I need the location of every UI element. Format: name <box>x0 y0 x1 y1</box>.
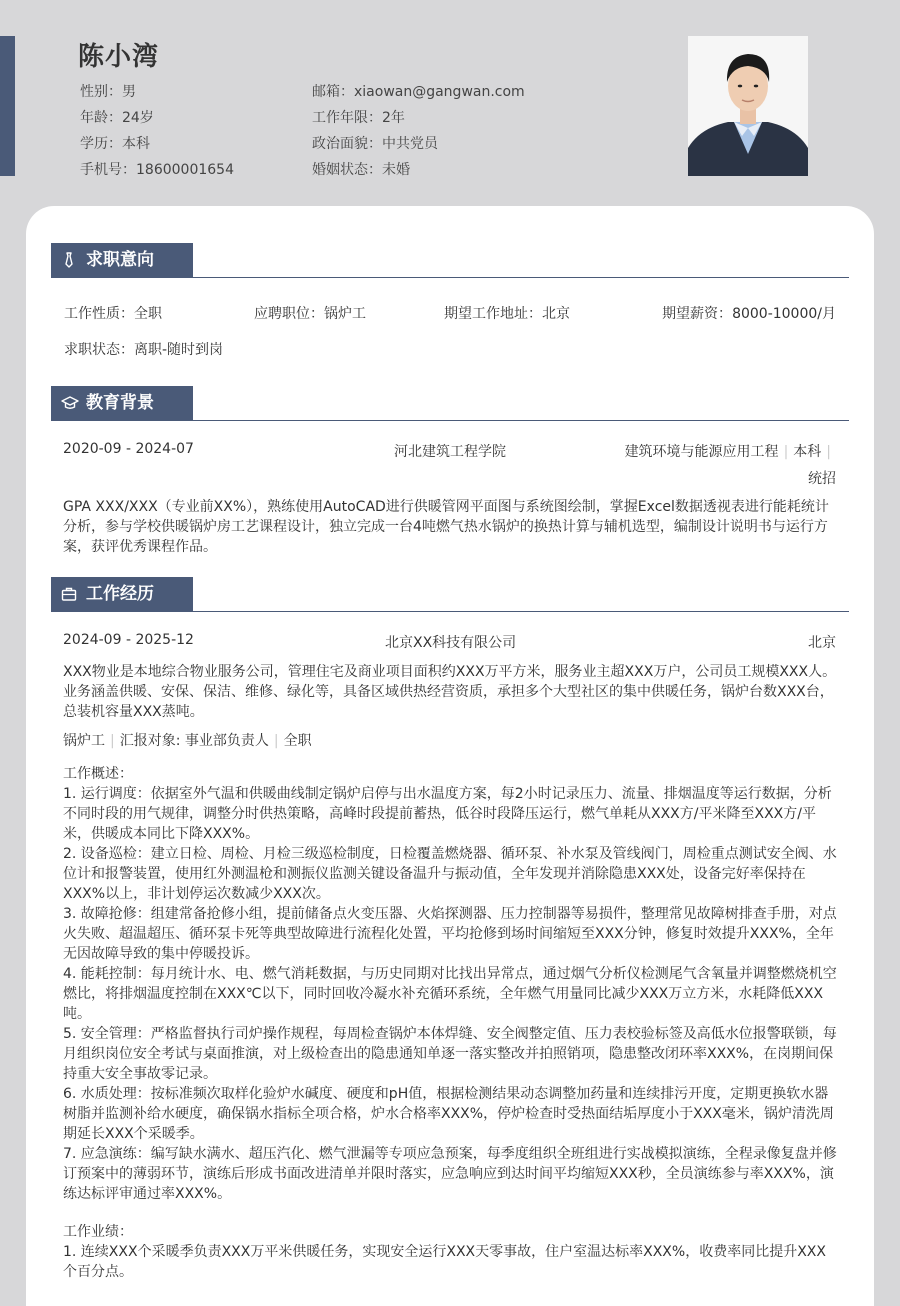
work-overview-label: 工作概述： <box>63 766 133 782</box>
enrollment-type: 统招 <box>808 471 836 487</box>
education-tab <box>51 386 193 420</box>
briefcase-icon <box>61 586 77 602</box>
work-tab <box>51 577 193 611</box>
work-achievements-label: 工作业绩： <box>63 1224 133 1240</box>
education-description: GPA XXX/XXX（专业前XX%），熟练使用AutoCAD进行供暖管网平面图与系统图绘制，掌握Excel数据透视表进行能耗统计分析，参与学校供暖锅炉房工艺课程设计，独立完成一台4吨燃气热水锅炉的换热计算与辅机选型，编制设计说明书与运行方案，获评优秀课程作品。 <box>63 499 829 555</box>
target-position: 应聘职位：锅炉工 <box>254 306 366 322</box>
marital-status: 婚姻状态：未婚 <box>312 162 410 178</box>
graduation-cap-icon <box>61 395 79 411</box>
basic-info-left <box>80 84 234 188</box>
duty-item: 5. 安全管理：严格监督执行司炉操作规程，每周检查锅炉本体焊缝、安全阀整定值、压力表校验标签及高低水位报警联锁，每月组织岗位安全考试与桌面推演，对上级检查出的隐患通知单逐一落实整改并拍照销项，隐患整改闭环率XXX%，在岗期间保持重大安全事故零记录。 <box>63 1026 837 1082</box>
header-accent-bar <box>0 36 15 176</box>
company-description: XXX物业是本地综合物业服务公司，管理住宅及商业项目面积约XXX万平方米，服务业主超XXX万户，公司员工规模XXX人。业务涵盖供暖、安保、保洁、维修、绿化等，具备区域供热经营资质，承担多个大型社区的集中供暖任务，锅炉台数XXX台，总装机容量XXX蒸吨。 <box>63 664 837 720</box>
duty-item: 1. 运行调度：依据室外气温和供暖曲线制定锅炉启停与出水温度方案，每2小时记录压力、流量、排烟温度等运行数据，分析不同时段的用气规律，调整分时供热策略，高峰时段提前蓄热，低谷时段降压运行，燃气单耗从XXX方/平米降至XXX方/平米，供暖成本同比下降XXX%。 <box>63 786 832 842</box>
work-period: 2024-09 - 2025-12 <box>63 632 194 648</box>
job-status: 求职状态：离职-随时到岗 <box>64 342 224 358</box>
expected-salary: 期望薪资：8000-10000/月 <box>662 306 836 322</box>
education-section-header <box>51 386 849 421</box>
education-level: 学历：本科 <box>80 136 150 152</box>
job-intent-title: 求职意向 <box>86 250 154 270</box>
job-intent-section-header <box>51 243 849 278</box>
phone: 手机号：18600001654 <box>80 162 234 178</box>
education-title: 教育背景 <box>86 393 154 413</box>
duty-item: 6. 水质处理：按标准频次取样化验炉水碱度、硬度和pH值，根据检测结果动态调整加药量和连续排污开度，定期更换软水器树脂并监测补给水硬度，确保锅水指标全项合格，炉水合格率XXX%，停炉检查时受热面结垢厚度小于XXX毫米，锅炉清洗周期延长XXX个采暖季。 <box>63 1086 834 1142</box>
job-intent-tab <box>51 243 193 277</box>
duty-item: 3. 故障抢修：组建常备抢修小组，提前储备点火变压器、火焰探测器、压力控制器等易损件，整理常见故障树排查手册，对点火失败、超温超压、循环泵卡死等典型故障进行流程化处置，平均抢修到场时间缩短至XXX分钟，修复时效提升XXX%，全年无因故障导致的集中停暖投诉。 <box>63 906 837 962</box>
school-name: 河北建筑工程学院 <box>394 444 506 460</box>
education-period: 2020-09 - 2024-07 <box>63 441 194 457</box>
target-location: 期望工作地址：北京 <box>444 306 570 322</box>
work-section-header <box>51 577 849 612</box>
work-years: 工作年限：2年 <box>312 110 405 126</box>
company-name: 北京XX科技有限公司 <box>385 635 517 651</box>
work-city: 北京 <box>808 635 836 651</box>
resume-body-card <box>26 206 874 1306</box>
duty-item: 4. 能耗控制：每月统计水、电、燃气消耗数据，与历史同期对比找出异常点，通过烟气分析仪检测尾气含氧量并调整燃烧机空燃比，将排烟温度控制在XXX℃以下，同时回收冷凝水补充循环系统，全年燃气用量同比减少XXX万立方米，水耗降低XXX吨。 <box>63 966 837 1022</box>
achievement-item: 1. 连续XXX个采暖季负责XXX万平米供暖任务，实现安全运行XXX天零事故，住户室温达标率XXX%，收费率同比提升XXX个百分点。 <box>63 1244 826 1280</box>
age: 年龄：24岁 <box>80 110 154 126</box>
gender: 性别：男 <box>80 84 136 100</box>
basic-info-right <box>312 84 525 188</box>
tie-icon <box>61 252 77 268</box>
work-type: 工作性质：全职 <box>64 306 162 322</box>
duty-item: 2. 设备巡检：建立日检、周检、月检三级巡检制度，日检覆盖燃烧器、循环泵、补水泵及管线阀门，周检重点测试安全阀、水位计和报警装置，使用红外测温枪和测振仪监测关键设备温升与振动值，全年发现并消除隐患XXX处，设备完好率保持在XXX%以上，非计划停运次数减少XXX次。 <box>63 846 837 902</box>
profile-photo <box>688 36 808 176</box>
work-duties <box>63 784 839 1204</box>
work-title: 工作经历 <box>86 584 154 604</box>
political-status: 政治面貌：中共党员 <box>312 136 438 152</box>
role-info: 锅炉工 | 汇报对象: 事业部负责人 | 全职 <box>63 733 312 749</box>
email: 邮箱：xiaowan@gangwan.com <box>312 84 525 100</box>
major-degree: 建筑环境与能源应用工程 | 本科 | <box>624 444 831 460</box>
candidate-name: 陈小湾 <box>78 42 160 72</box>
duty-item: 7. 应急演练：编写缺水满水、超压汽化、燃气泄漏等专项应急预案，每季度组织全班组进行实战模拟演练，全程录像复盘并修订预案中的薄弱环节，演练后形成书面改进清单并限时落实，应急响应到达时间平均缩短XXX秒，全员演练参与率XXX%，演练达标评审通过率XXX%。 <box>63 1146 837 1202</box>
